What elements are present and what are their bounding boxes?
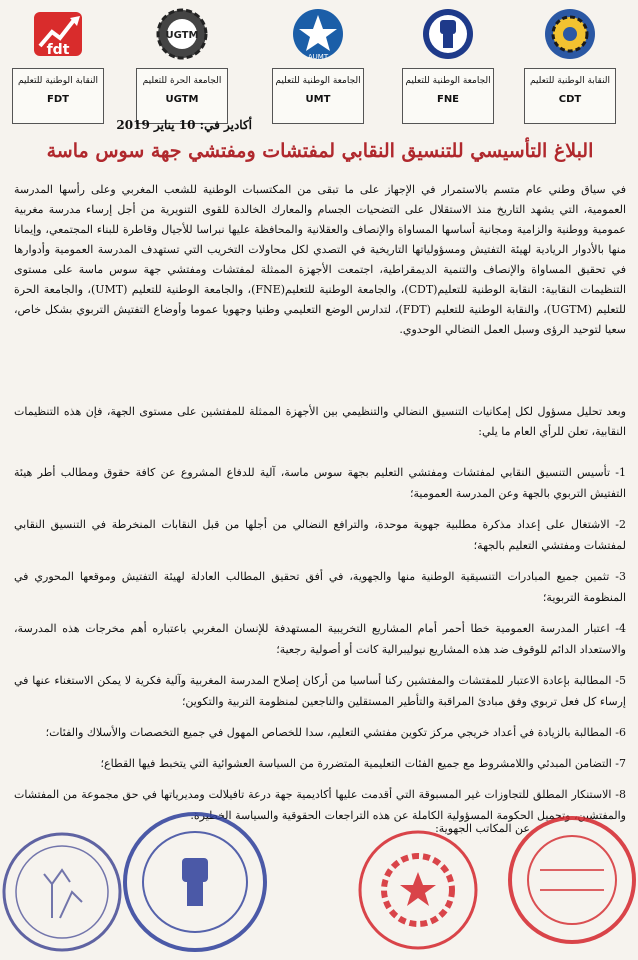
svg-text:AUMT: AUMT bbox=[307, 53, 329, 61]
list-item: 1- تأسيس التنسيق النقابي لمفتشات ومفتشي التعليم بجهة سوس ماسة، آلية للدفاع المشروع عن كافة حقوق ومطالب أطر هيئة التفتيش التربوي بالجهة وعن المدرسة العمومية؛ bbox=[14, 466, 626, 500]
declaration-paragraph: وبعد تحليل مسؤول لكل إمكانيات التنسيق النضالي والتنظيمي بين الأجهزة الممثلة للمفتشين على مستوى الجهة، فإن هذه التنظيمات النقابية، تعلن للرأي العام ما يلي: bbox=[14, 405, 626, 438]
document-title: البلاغ التأسيسي للتنسيق النقابي لمفتشات ومفتشي جهة سوس ماسة bbox=[46, 140, 594, 162]
logo-label-box bbox=[12, 68, 104, 124]
logo-name: النقابة الوطنية للتعليم bbox=[529, 76, 611, 86]
fdt-stamp-icon bbox=[0, 822, 128, 960]
intro-paragraph: في سياق وطني عام متسم بالاستمرار في الإجهاز على ما تبقى من المكتسبات الوطنية للشعب المغربي وعلى رأسها المدرسة العمومية، التي يشهد التاريخ منذ الاستقلال على التضحيات الجسام والمعارك الخالدة للقوى التنويرية من أجل إرساء مدرسة مغربية عمومية ووطنية والزامية ومجانية أساسها المساواة والإنصاف والعقلانية والمحافظة عليها نبراسا للأجيال وقاطرة للبناء المجتمعي، وإيمانا منها بالأدوار الريادية لهيئة التفتيش ومسؤولياتها التاريخية في التصدي لكل محاولات التخريب التي تستهدف المدرسة العمومية وأدوارها في تحقيق المساواة والإنصاف والتنمية الديمقراطية، اجتمعت الأجهزة الممثلة لمفتشات ومفتشي جهة سوس ماسة على مستوى التنظيمات النقابية: النقابة الوطنية للتعليم(CDT)، والجامعة الوطنية للتعليم(FNE)، والجامعة الوطنية للتعليم (UMT)، والجامعة الحرة للتعليم (UGTM)، والنقابة الوطنية للتعليم (FDT)، لتدارس الوضع التعليمي وطنيا وجهويا عموما وأوضاع التفتيش التربوي بشكل خاص، سعيا لتوحيد الرؤى وسبل العمل النضالي الوحدوي. bbox=[14, 183, 627, 336]
gear-emblem-icon bbox=[154, 6, 210, 62]
fne-stamp-icon bbox=[120, 808, 270, 958]
fist-emblem-icon bbox=[420, 6, 476, 62]
logo-fdt bbox=[8, 4, 108, 132]
svg-text:fdt: fdt bbox=[46, 42, 70, 58]
closing-signature: عن المكاتب الجهوية: bbox=[435, 822, 530, 835]
logo-name: الجامعة الحرة للتعليم bbox=[142, 76, 222, 86]
gear-emblem-icon bbox=[542, 6, 598, 62]
logo-fne bbox=[398, 4, 498, 132]
stamps-row bbox=[0, 800, 638, 960]
logo-label-box bbox=[136, 68, 228, 124]
star-emblem-icon bbox=[290, 6, 346, 62]
ugtm-stamp-icon bbox=[356, 810, 486, 960]
logo-label-box bbox=[272, 68, 364, 124]
logo-name: الجامعة الوطنية للتعليم bbox=[405, 76, 491, 86]
list-item: 4- اعتبار المدرسة العمومية خطا أحمر أمام المشاريع التخريبية المستهدفة للإنسان المغربي باعتباره أهم مخرجات هذه المدرسة، والاستعداد الدائم للوقوف ضد هذه المشاريع نيوليبرالية كانت أو أصولية رجعية؛ bbox=[14, 622, 626, 656]
list-item: 2- الاشتغال على إعداد مذكرة مطلبية جهوية موحدة، والترافع النضالي من أجلها من قبل النقابات المنخرطة في التنسيق النقابي لمفتشات ومفتشي التعليم بالجهة؛ bbox=[14, 518, 626, 552]
logo-label-box bbox=[402, 68, 494, 124]
logo-ugtm bbox=[132, 4, 232, 132]
logo-abbr: UMT bbox=[305, 94, 331, 105]
logo-abbr: UGTM bbox=[165, 94, 199, 105]
demands-list bbox=[14, 462, 626, 836]
list-item: 6- المطالبة بالزيادة في أعداد خريجي مركز تكوين مفتشي التعليم، سدا للخصاص المهول في جميع التخصصات والأسلاك والفئات؛ bbox=[45, 726, 626, 739]
logo-cdt bbox=[520, 4, 620, 132]
logo-name: الجامعة الوطنية للتعليم bbox=[275, 76, 361, 86]
list-item: 5- المطالبة بإعادة الاعتبار للمفتشات والمفتشين ركنا أساسيا من أركان إصلاح المدرسة المغربية وآلية فكرية لا يمكن الاستغناء عنها في إرساء كل فعل تربوي وفق مبادئ المراقبة والتأطير المستقلين والناجعين لمنظومة التربية والتكوين؛ bbox=[14, 674, 626, 708]
fdt-logo-icon bbox=[30, 6, 86, 62]
logo-abbr: CDT bbox=[558, 94, 582, 105]
logos-row bbox=[0, 4, 638, 132]
list-item: 8- الاستنكار المطلق للتجاوزات غير المسبوقة التي أقدمت عليها أكاديمية جهة درعة تافيلالت ومديرياتها في حق مجموعة من المفتشات والمفتشين، وتحميل الحكومة المسؤولية الكاملة عن هذه التراجعات الحقوقية والسياسة الخطيرة. bbox=[14, 788, 626, 822]
cdt-stamp-icon bbox=[500, 800, 638, 950]
logo-name: النقابة الوطنية للتعليم bbox=[17, 76, 99, 86]
logo-label-box bbox=[524, 68, 616, 124]
logo-umt bbox=[268, 4, 368, 132]
document-date: أكادير في: 10 يناير 2019 bbox=[116, 118, 252, 132]
list-item: 3- تثمين جميع المبادرات التنسيقية الوطنية منها والجهوية، في أفق تحقيق المطالب العادلة لهيئة التفتيش وموقعها المحوري في المنظومة التربوية؛ bbox=[14, 570, 626, 604]
logo-abbr: FNE bbox=[436, 94, 460, 105]
logo-abbr: FDT bbox=[47, 94, 69, 105]
list-item: 7- التضامن المبدئي واللامشروط مع جميع الفئات التعليمية المتضررة من السياسة العشوائية التي يتخبط فيها القطاع؛ bbox=[100, 757, 626, 770]
svg-text:UGTM: UGTM bbox=[165, 30, 199, 41]
